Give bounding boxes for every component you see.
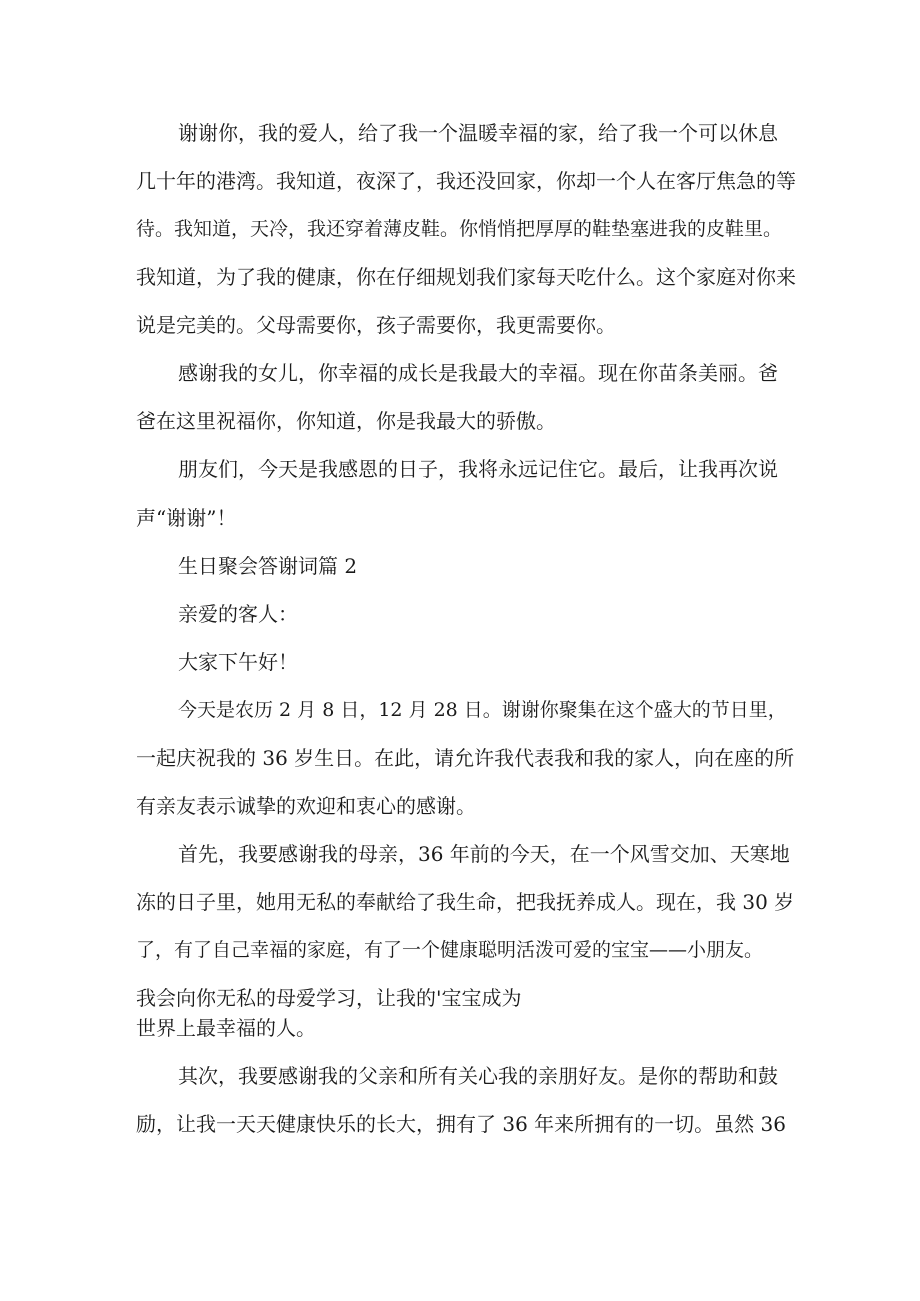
paragraph-line: 首先，我要感谢我的母亲，36 年前的今天，在一个风雪交加、天寒地: [178, 842, 790, 866]
salutation: 亲爱的客人：: [178, 602, 298, 626]
paragraph-line: 感谢我的女儿，你幸福的成长是我最大的幸福。现在你苗条美丽。爸: [178, 361, 778, 385]
paragraph-line: 声“谢谢”！: [136, 506, 237, 530]
paragraph-line: 冻的日子里，她用无私的奉献给了我生命，把我抚养成人。现在，我 30 岁: [136, 890, 795, 914]
paragraph-line: 有亲友表示诚挚的欢迎和衷心的感谢。: [136, 794, 476, 818]
paragraph-line: 其次，我要感谢我的父亲和所有关心我的亲朋好友。是你的帮助和鼓: [178, 1064, 778, 1088]
paragraph-line: 说是完美的。父母需要你，孩子需要你，我更需要你。: [136, 313, 616, 337]
paragraph-line: 待。我知道，天冷，我还穿着薄皮鞋。你悄悄把厚厚的鞋垫塞进我的皮鞋里。: [136, 218, 783, 240]
paragraph-line: 今天是农历 2 月 8 日，12 月 28 日。谢谢你聚集在这个盛大的节日里，: [178, 699, 787, 721]
paragraph-line: 我知道，为了我的健康，你在仔细规划我们家每天吃什么。这个家庭对你来: [136, 265, 796, 289]
paragraph-line: 世界上最幸福的人。: [136, 1016, 316, 1040]
paragraph-line: 朋友们，今天是我感恩的日子，我将永远记住它。最后，让我再次说: [178, 457, 778, 481]
paragraph-line: 谢谢你，我的爱人，给了我一个温暖幸福的家，给了我一个可以休息: [178, 121, 778, 145]
section-title: 生日聚会答谢词篇 2: [178, 554, 358, 578]
paragraph-line: 了，有了自己幸福的家庭，有了一个健康聪明活泼可爱的宝宝——小朋友。: [136, 939, 764, 961]
paragraph-line: 我会向你无私的母爱学习，让我的'宝宝成为: [136, 986, 522, 1010]
paragraph-line: 励，让我一天天健康快乐的长大，拥有了 36 年来所拥有的一切。虽然 36: [136, 1112, 786, 1136]
paragraph-line: 几十年的港湾。我知道，夜深了，我还没回家，你却一个人在客厅焦急的等: [136, 169, 796, 193]
paragraph-line: 一起庆祝我的 36 岁生日。在此，请允许我代表我和我的家人，向在座的所: [136, 746, 795, 770]
paragraph-line: 爸在这里祝福你，你知道，你是我最大的骄傲。: [136, 409, 556, 433]
greeting: 大家下午好！: [178, 650, 298, 674]
